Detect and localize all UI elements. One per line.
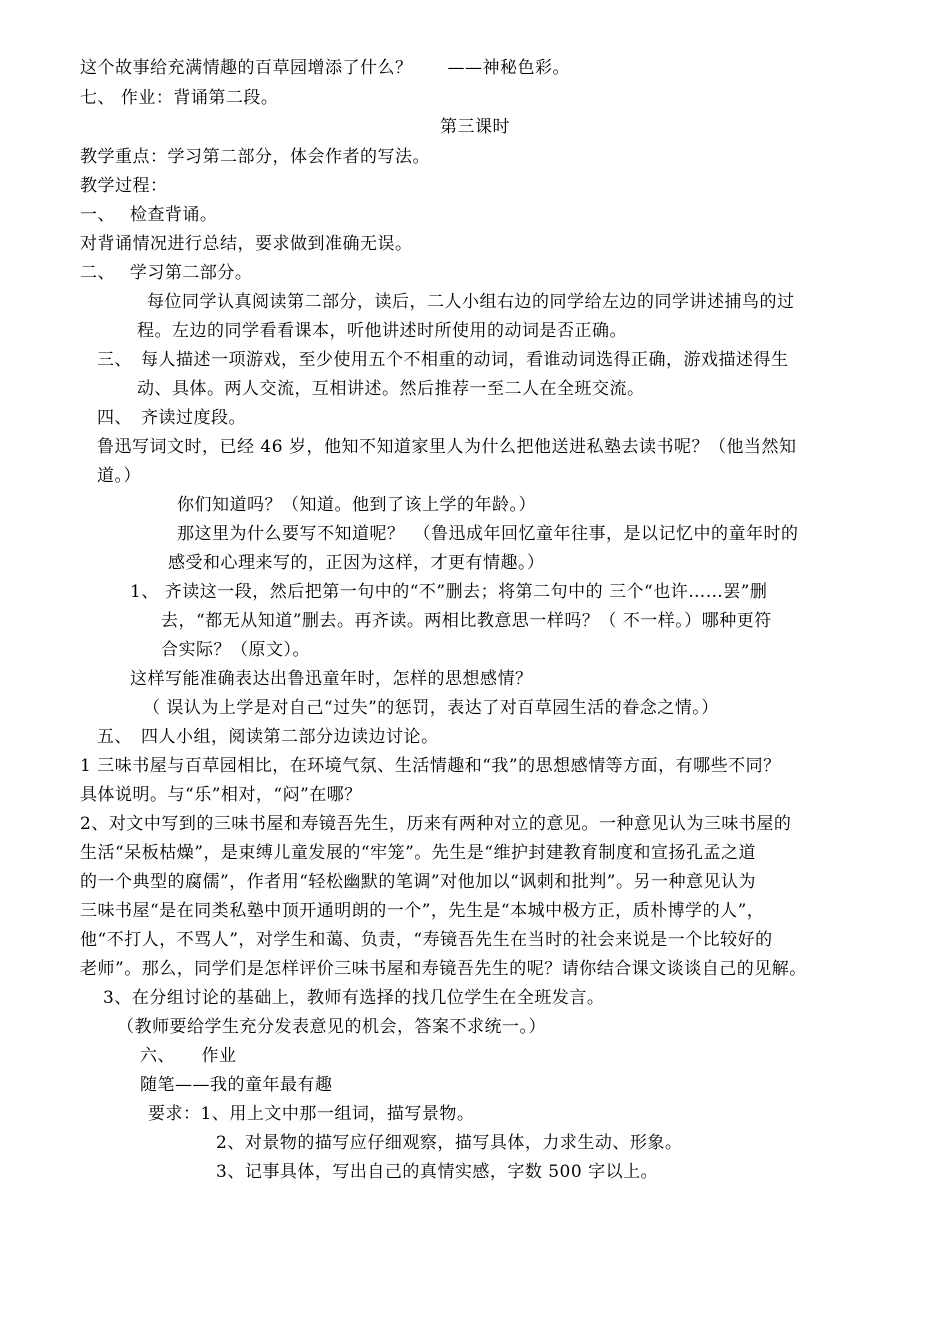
requirement-three: 3、记事具体，写出自己的真情实感，字数 500 字以上。 bbox=[216, 1162, 659, 1182]
discussion-two-cont3: 三味书屋“是在同类私塾中顶开通明朗的一个”，先生是“本城中极方正，质朴博学的人”， bbox=[80, 901, 765, 921]
discussion-two-cont5: 老师”。那么，同学们是怎样评价三味书屋和寿镜吾先生的呢？请你结合课文谈谈自己的见解。 bbox=[80, 959, 807, 979]
step-four-q2: 你们知道吗？（知道。他到了该上学的年龄。） bbox=[177, 495, 536, 515]
step-four-question-cont: 道。） bbox=[97, 466, 141, 486]
step-four-item-one-cont: 去，“都无从知道”删去。再齐读。两相比教意思一样吗？（ 不一样。）哪种更符 bbox=[161, 611, 772, 631]
step-four-q3-cont: 感受和心理来写的，正因为这样，才更有情趣。） bbox=[168, 553, 545, 573]
homework-line: 七、 作业：背诵第二段。 bbox=[80, 88, 279, 108]
step-six-heading: 六、 作业 bbox=[140, 1046, 237, 1066]
step-five-heading: 五、 四人小组，阅读第二部分边读边讨论。 bbox=[97, 727, 439, 747]
requirement-two: 2、对景物的描写应仔细观察，描写具体，力求生动、形象。 bbox=[216, 1133, 683, 1153]
discussion-two-cont4: 他“不打人，不骂人”，对学生和蔼、负责，“寿镜吾先生在当时的社会来说是一个比较好的 bbox=[80, 930, 773, 950]
discussion-two-cont1: 生活“呆板枯燥”，是束缚儿童发展的“牢笼”。先生是“维护封建教育制度和宣扬孔孟之道 bbox=[80, 843, 756, 863]
step-three-text-cont: 动、具体。两人交流，互相讲述。然后推荐一至二人在全班交流。 bbox=[137, 379, 645, 399]
step-one-text: 对背诵情况进行总结，要求做到准确无误。 bbox=[80, 234, 413, 254]
requirement-one: 要求：1、用上文中那一组词，描写景物。 bbox=[148, 1104, 475, 1124]
step-four-answer: （ 误认为上学是对自己“过失”的惩罚，表达了对百草园生活的眷念之情。） bbox=[143, 698, 719, 718]
step-four-q4: 这样写能准确表达出鲁迅童年时，怎样的思想感情？ bbox=[130, 669, 533, 689]
step-four-q3: 那这里为什么要写不知道呢？ （鲁迅成年回忆童年往事，是以记忆中的童年时的 bbox=[177, 524, 799, 544]
step-two-heading: 二、 学习第二部分。 bbox=[80, 263, 253, 283]
essay-title: 随笔——我的童年最有趣 bbox=[140, 1075, 333, 1095]
step-one-heading: 一、 检查背诵。 bbox=[80, 205, 218, 225]
step-three-text: 三、 每人描述一项游戏，至少使用五个不相重的动词，看谁动词选得正确，游戏描述得生 bbox=[97, 350, 789, 370]
discussion-two: 2、对文中写到的三味书屋和寿镜吾先生，历来有两种对立的意见。一种意见认为三味书屋的 bbox=[80, 814, 792, 834]
discussion-two-cont2: 的一个典型的腐儒”，作者用“轻松幽默的笔调”对他加以“讽刺和批判”。另一种意见认为 bbox=[80, 872, 756, 892]
step-two-text-cont: 程。左边的同学看看课本，听他讲述时所使用的动词是否正确。 bbox=[137, 321, 627, 341]
lesson-title: 第三课时 bbox=[440, 117, 510, 137]
discussion-one: 1 三味书屋与百草园相比，在环境气氛、生活情趣和“我”的思想感情等方面，有哪些不同？ bbox=[80, 756, 781, 776]
teaching-focus: 教学重点：学习第二部分，体会作者的写法。 bbox=[80, 147, 430, 167]
step-four-heading: 四、 齐读过度段。 bbox=[97, 408, 246, 428]
question-line: 这个故事给充满情趣的百草园增添了什么？ ——神秘色彩。 bbox=[80, 58, 570, 78]
teacher-note: （教师要给学生充分发表意见的机会，答案不求统一。） bbox=[117, 1017, 546, 1037]
discussion-three: 3、在分组讨论的基础上，教师有选择的找几位学生在全班发言。 bbox=[103, 988, 605, 1008]
step-four-item-one: 1、 齐读这一段，然后把第一句中的“不”删去；将第二句中的 三个“也许……罢”删 bbox=[130, 582, 768, 602]
step-four-item-one-cont2: 合实际？（原文）。 bbox=[161, 640, 310, 660]
step-two-text: 每位同学认真阅读第二部分，读后，二人小组右边的同学给左边的同学讲述捕鸟的过 bbox=[147, 292, 795, 312]
teaching-process-heading: 教学过程： bbox=[80, 176, 168, 196]
discussion-one-cont: 具体说明。与“乐”相对，“闷”在哪？ bbox=[80, 785, 362, 805]
step-four-question: 鲁迅写词文时，已经 46 岁，他知不知道家里人为什么把他送进私塾去读书呢？（他当然知 bbox=[97, 437, 797, 457]
